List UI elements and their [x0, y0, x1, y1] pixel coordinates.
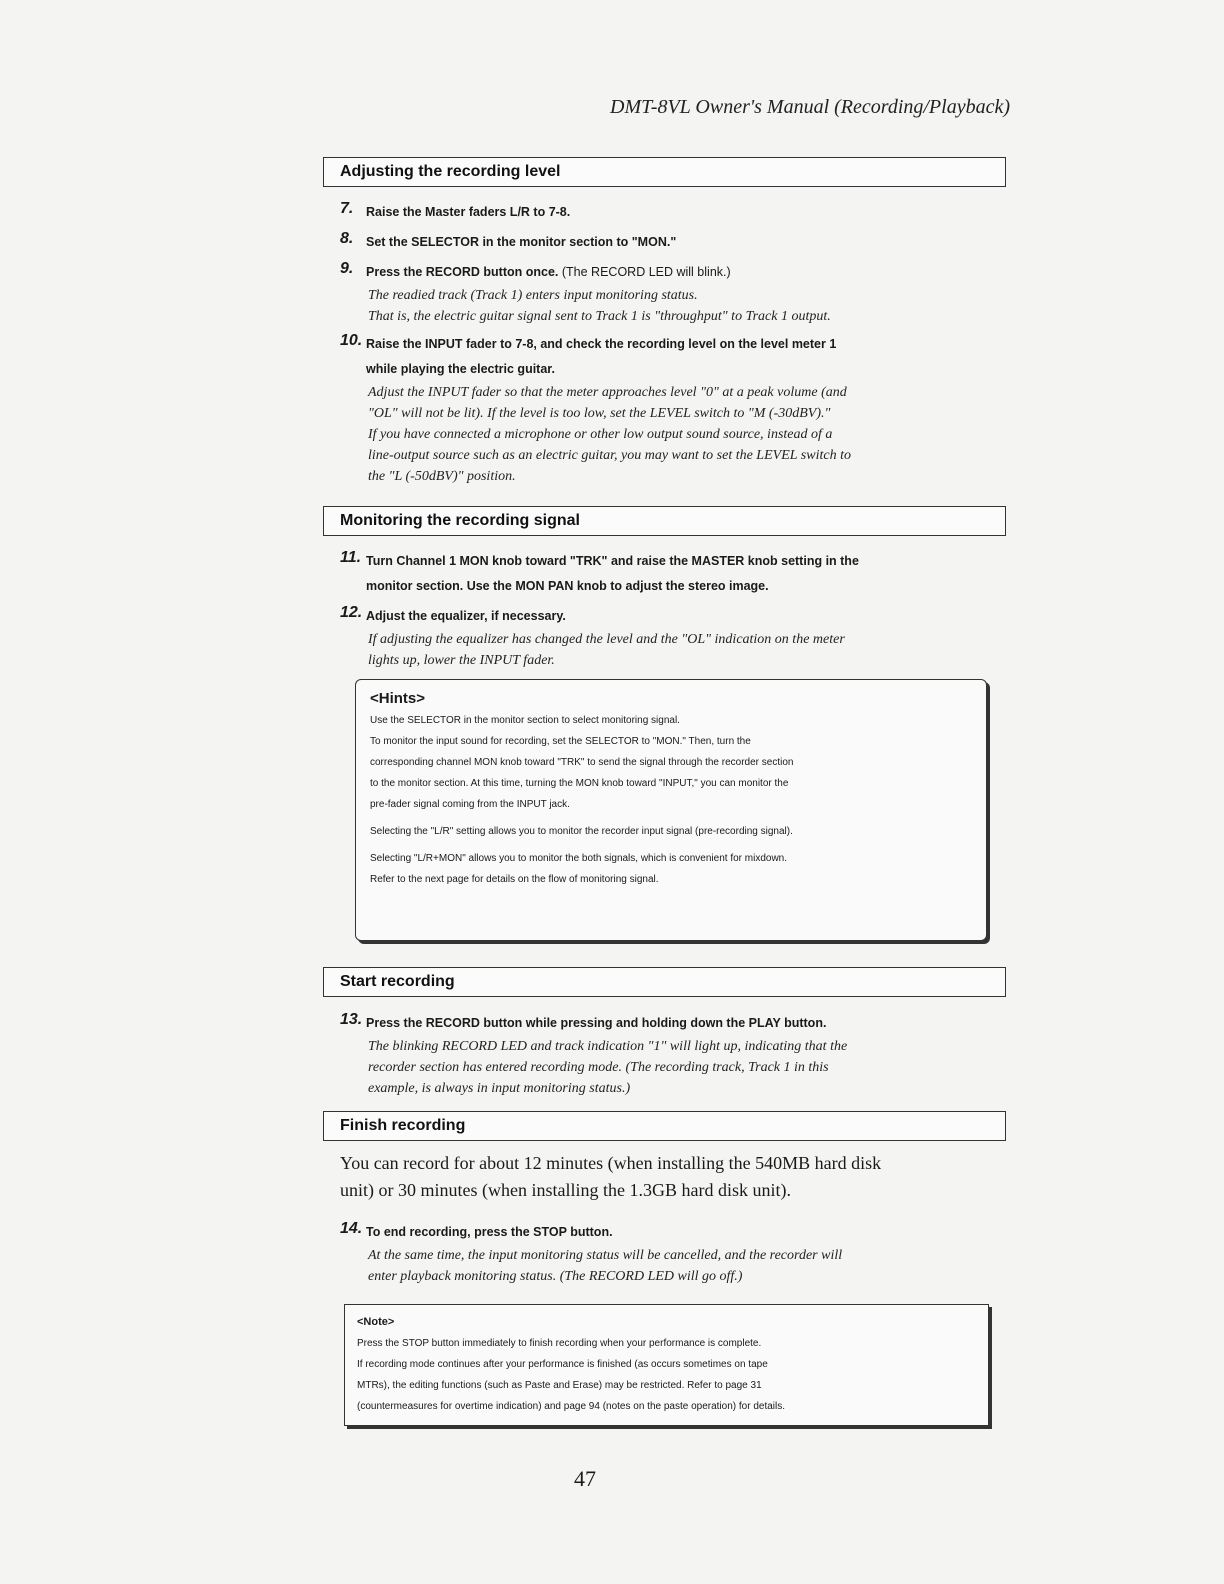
- step-11: [340, 549, 1010, 599]
- step-title: Turn Channel 1 MON knob toward "TRK" and raise the MASTER knob setting in the: [366, 554, 859, 568]
- step-13: [340, 1011, 1010, 1099]
- step-title: [366, 260, 1010, 285]
- step-note: recorder section has entered recording mode. (The recording track, Track 1 in this: [368, 1060, 829, 1075]
- step-note: "OL" will not be lit). If the level is too low, set the LEVEL switch to "M (-30dBV).": [368, 406, 831, 421]
- step-7: [340, 200, 1010, 225]
- step-number: 10.: [340, 332, 363, 349]
- hints-line: corresponding channel MON knob toward "TRK" to send the signal through the recorder section: [370, 757, 794, 768]
- step-title: Raise the INPUT fader to 7-8, and check the recording level on the level meter 1: [366, 337, 837, 351]
- step-title: Adjust the equalizer, if necessary.: [366, 609, 566, 623]
- paragraph-line: You can record for about 12 minutes (when installing the 540MB hard disk: [340, 1153, 882, 1173]
- step-title: Raise the Master faders L/R to 7-8.: [366, 205, 571, 219]
- note-line: If recording mode continues after your performance is finished (as occurs sometimes on tape: [357, 1359, 768, 1370]
- step-12: [340, 604, 1010, 671]
- step-number: 8.: [340, 230, 354, 247]
- hints-line: Refer to the next page for details on the flow of monitoring signal.: [370, 874, 659, 885]
- step-note: line-output source such as an electric guitar, you may want to set the LEVEL switch to: [368, 448, 851, 463]
- step-8: [340, 230, 1010, 255]
- hints-box: [355, 679, 987, 941]
- step-note: The readied track (Track 1) enters input monitoring status.: [368, 288, 698, 303]
- paragraph-line: unit) or 30 minutes (when installing the 1.3GB hard disk unit).: [340, 1180, 791, 1200]
- step-title: while playing the electric guitar.: [366, 362, 555, 376]
- note-line: Press the STOP button immediately to finish recording when your performance is complete.: [357, 1338, 762, 1349]
- step-title: To end recording, press the STOP button.: [366, 1225, 613, 1239]
- step-number: 13.: [340, 1011, 363, 1028]
- page-header: DMT-8VL Owner's Manual (Recording/Playback): [610, 96, 1010, 118]
- finish-paragraph: [340, 1150, 990, 1204]
- step-note: enter playback monitoring status. (The RECORD LED will go off.): [368, 1269, 743, 1284]
- step-note: example, is always in input monitoring status.): [368, 1081, 631, 1096]
- section-heading-start: Start recording: [323, 967, 1006, 997]
- step-number: 7.: [340, 200, 354, 217]
- step-note: Adjust the INPUT fader so that the meter approaches level "0" at a peak volume (and: [368, 385, 847, 400]
- hints-line: Selecting the "L/R" setting allows you to monitor the recorder input signal (pre-recording signal).: [370, 826, 793, 837]
- step-number: 12.: [340, 604, 363, 621]
- step-note: The blinking RECORD LED and track indication "1" will light up, indicating that the: [368, 1039, 848, 1054]
- step-note: At the same time, the input monitoring status will be cancelled, and the recorder will: [368, 1248, 843, 1263]
- hints-line: to the monitor section. At this time, turning the MON knob toward "INPUT," you can monitor the: [370, 778, 789, 789]
- hints-line: pre-fader signal coming from the INPUT jack.: [370, 799, 570, 810]
- step-note: If you have connected a microphone or other low output sound source, instead of a: [368, 427, 833, 442]
- section-heading-finish: Finish recording: [323, 1111, 1006, 1141]
- step-10: [340, 332, 1010, 487]
- step-14: [340, 1220, 1010, 1287]
- hints-line: To monitor the input sound for recording, set the SELECTOR to "MON." Then, turn the: [370, 736, 751, 747]
- step-note: That is, the electric guitar signal sent to Track 1 is "throughput" to Track 1 output.: [368, 309, 831, 324]
- step-9: [340, 260, 1010, 327]
- step-number: 11.: [340, 549, 362, 566]
- step-note: If adjusting the equalizer has changed the level and the "OL" indication on the meter: [368, 632, 845, 647]
- section-heading-adjusting: Adjusting the recording level: [323, 157, 1006, 187]
- section-heading-monitoring: Monitoring the recording signal: [323, 506, 1006, 536]
- hints-line: Selecting "L/R+MON" allows you to monitor the both signals, which is convenient for mixdown.: [370, 853, 788, 864]
- note-line: (countermeasures for overtime indication) and page 94 (notes on the paste operation) for details.: [357, 1401, 786, 1412]
- note-line: MTRs), the editing functions (such as Paste and Erase) may be restricted. Refer to page 31: [357, 1380, 762, 1391]
- note-box: [344, 1304, 989, 1426]
- step-aside: (The RECORD LED will blink.): [561, 265, 731, 279]
- step-number: 14.: [340, 1220, 363, 1237]
- step-title-text: Press the RECORD button once.: [366, 265, 559, 279]
- page-number: 47: [574, 1466, 596, 1491]
- step-number: 9.: [340, 260, 354, 277]
- step-note: the "L (-50dBV)" position.: [368, 469, 516, 484]
- note-title: <Note>: [357, 1316, 395, 1328]
- step-note: lights up, lower the INPUT fader.: [368, 653, 555, 668]
- step-title: Press the RECORD button while pressing and holding down the PLAY button.: [366, 1016, 827, 1030]
- hints-title: <Hints>: [370, 690, 426, 707]
- step-title: monitor section. Use the MON PAN knob to adjust the stereo image.: [366, 579, 769, 593]
- step-title: Set the SELECTOR in the monitor section to "MON.": [366, 235, 677, 249]
- hints-line: Use the SELECTOR in the monitor section to select monitoring signal.: [370, 715, 680, 726]
